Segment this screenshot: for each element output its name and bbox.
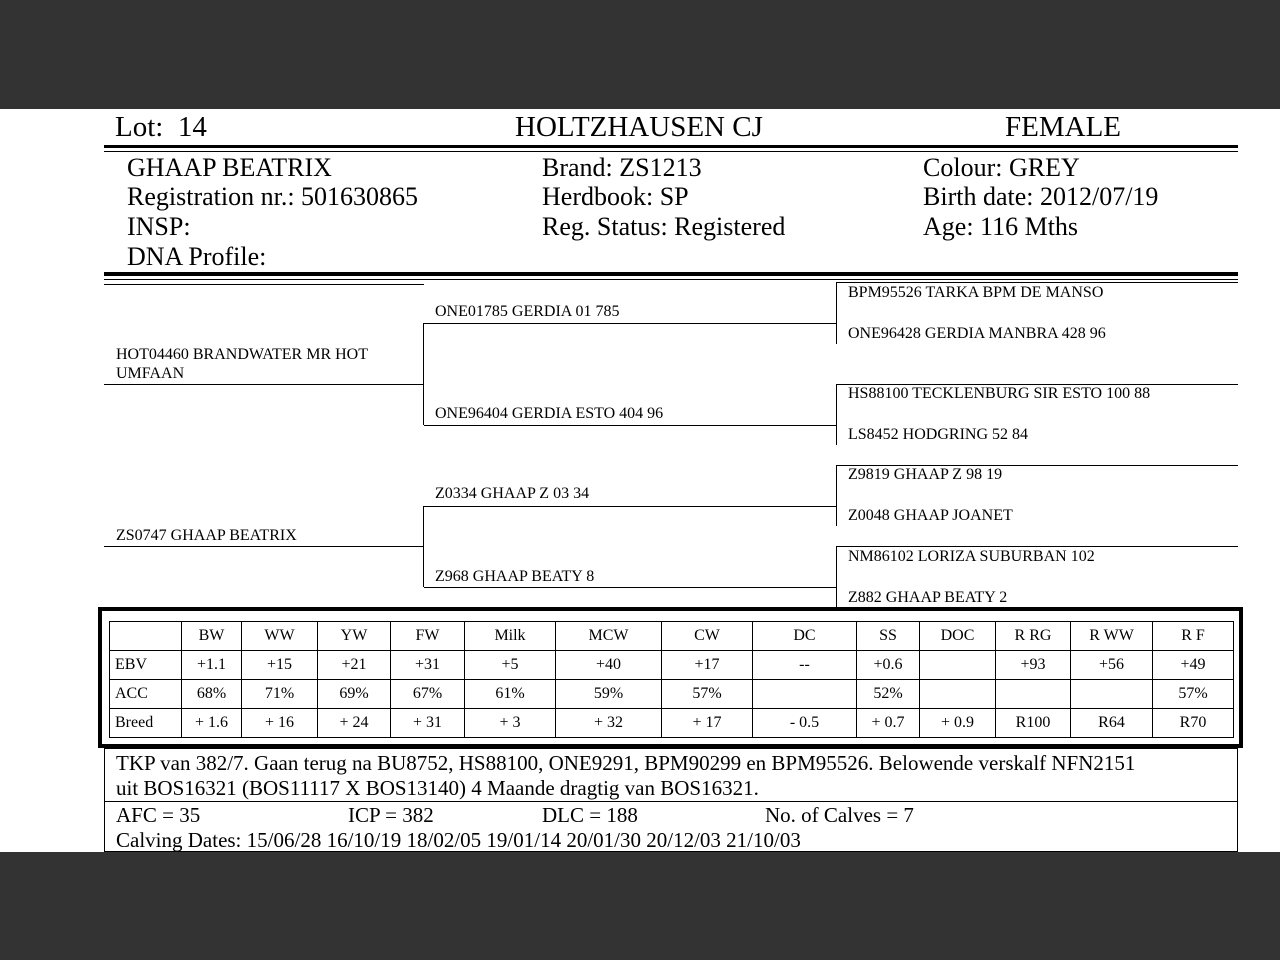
ebv-cell: +56 <box>1071 651 1153 680</box>
ebv-row-label: EBV <box>110 651 182 680</box>
info-rule-thin <box>104 279 1238 280</box>
ebv-cell: +49 <box>1153 651 1234 680</box>
lot-label <box>115 111 207 144</box>
pedigree-dam: ZS0747 GHAAP BEATRIX <box>116 527 297 544</box>
ebv-cell: R64 <box>1071 709 1153 738</box>
info-rule-thick <box>104 272 1238 276</box>
pedigree-line <box>424 506 836 507</box>
icp-value: ICP = 382 <box>348 803 434 827</box>
insp-field: INSP: <box>127 212 191 241</box>
pedigree-line <box>104 546 424 547</box>
ebv-row <box>110 680 1234 709</box>
ebv-cell: +15 <box>242 651 318 680</box>
ebv-cell: + 3 <box>465 709 556 738</box>
pedigree-sire-dam: ONE96404 GERDIA ESTO 404 96 <box>435 405 664 422</box>
colour-field: Colour: GREY <box>923 153 1080 182</box>
ebv-cell: R100 <box>996 709 1071 738</box>
afc-value: AFC = 35 <box>116 803 201 827</box>
pedigree-line <box>104 384 424 385</box>
pedigree-ggp-5: Z9819 GHAAP Z 98 19 <box>848 466 1003 483</box>
ebv-cell: + 0.7 <box>857 709 920 738</box>
pedigree-ggp-4: LS8452 HODGRING 52 84 <box>848 426 1028 443</box>
remarks-divider <box>104 801 1238 802</box>
pedigree-ggp-8: Z882 GHAAP BEATY 2 <box>848 589 1008 606</box>
ebv-header-cell: DOC <box>920 622 996 651</box>
calving-dates: Calving Dates: 15/06/28 16/10/19 18/02/05 19/01/14 20/01/30 20/12/03 21/10/03 <box>116 828 801 852</box>
ebv-cell <box>920 651 996 680</box>
brand-field: Brand: ZS1213 <box>542 153 702 182</box>
ebv-cell: 69% <box>318 680 391 709</box>
reg-status-field: Reg. Status: Registered <box>542 212 786 241</box>
ebv-cell: + 1.6 <box>182 709 242 738</box>
ebv-header-cell: CW <box>662 622 753 651</box>
remarks-line-2: uit BOS16321 (BOS11117 X BOS13140) 4 Maande dragtig van BOS16321. <box>116 776 759 800</box>
ebv-row <box>110 709 1234 738</box>
dna-profile: DNA Profile: <box>127 242 267 271</box>
ebv-header-cell: WW <box>242 622 318 651</box>
registration-number: Registration nr.: 501630865 <box>127 182 419 211</box>
ebv-cell: +17 <box>662 651 753 680</box>
ebv-cell: 59% <box>556 680 662 709</box>
pedigree-ggp-2: ONE96428 GERDIA MANBRA 428 96 <box>848 325 1106 342</box>
ebv-cell: + 32 <box>556 709 662 738</box>
pedigree-line <box>104 284 424 285</box>
ebv-header-cell: DC <box>753 622 857 651</box>
pedigree-line <box>836 282 837 344</box>
ebv-cell: +93 <box>996 651 1071 680</box>
ebv-cell <box>996 680 1071 709</box>
ebv-cell <box>753 680 857 709</box>
pedigree-ggp-6: Z0048 GHAAP JOANET <box>848 507 1013 524</box>
animal-name: GHAAP BEATRIX <box>127 153 332 182</box>
ebv-cell: + 31 <box>391 709 465 738</box>
ebv-cell: + 24 <box>318 709 391 738</box>
pedigree-ggp-1: BPM95526 TARKA BPM DE MANSO <box>848 284 1104 301</box>
ebv-header-row <box>110 622 1234 651</box>
ebv-row <box>110 651 1234 680</box>
sex-label: FEMALE <box>1005 111 1121 143</box>
pedigree-line <box>424 425 836 426</box>
ebv-cell: 57% <box>662 680 753 709</box>
pedigree-sire-sire: ONE01785 GERDIA 01 785 <box>435 303 620 320</box>
ebv-cell: - 0.5 <box>753 709 857 738</box>
ebv-cell: 71% <box>242 680 318 709</box>
pedigree-line <box>837 282 1238 283</box>
ebv-row-label: ACC <box>110 680 182 709</box>
pedigree-line <box>836 546 837 607</box>
ebv-cell: + 17 <box>662 709 753 738</box>
ebv-cell: 68% <box>182 680 242 709</box>
ebv-cell: +5 <box>465 651 556 680</box>
ebv-cell: R70 <box>1153 709 1234 738</box>
ebv-header-cell: FW <box>391 622 465 651</box>
ebv-header-cell <box>110 622 182 651</box>
ebv-row-label: Breed <box>110 709 182 738</box>
lot-number: 14 <box>177 111 207 143</box>
ebv-cell: +31 <box>391 651 465 680</box>
ebv-cell: 52% <box>857 680 920 709</box>
ebv-header-cell: Milk <box>465 622 556 651</box>
header-rule-thick <box>104 145 1238 148</box>
ebv-header-cell: YW <box>318 622 391 651</box>
ebv-cell: 67% <box>391 680 465 709</box>
ebv-cell <box>920 680 996 709</box>
pedigree-dam-dam: Z968 GHAAP BEATY 8 <box>435 568 595 585</box>
pedigree-line <box>836 384 837 445</box>
ebv-header-cell: MCW <box>556 622 662 651</box>
age-field: Age: 116 Mths <box>923 212 1079 241</box>
ebv-header-cell: R F <box>1153 622 1234 651</box>
ebv-cell <box>1071 680 1153 709</box>
herdbook-field: Herdbook: SP <box>542 182 689 211</box>
pedigree-line <box>837 384 1238 385</box>
ebv-cell: +0.6 <box>857 651 920 680</box>
ebv-cell: + 16 <box>242 709 318 738</box>
ebv-cell: 57% <box>1153 680 1234 709</box>
pedigree-line <box>424 587 836 588</box>
birth-date-field: Birth date: 2012/07/19 <box>923 182 1159 211</box>
pedigree-line <box>423 323 424 425</box>
ebv-table <box>109 621 1234 738</box>
pedigree-line <box>837 465 1238 466</box>
dlc-value: DLC = 188 <box>542 803 638 827</box>
owner-name: HOLTZHAUSEN CJ <box>515 111 763 143</box>
pedigree-ggp-7: NM86102 LORIZA SUBURBAN 102 <box>848 548 1095 565</box>
ebv-cell: -- <box>753 651 857 680</box>
ebv-cell: +40 <box>556 651 662 680</box>
catalogue-page <box>0 109 1280 852</box>
ebv-header-cell: BW <box>182 622 242 651</box>
pedigree-ggp-3: HS88100 TECKLENBURG SIR ESTO 100 88 <box>848 385 1151 402</box>
pedigree-dam-sire: Z0334 GHAAP Z 03 34 <box>435 485 590 502</box>
pedigree-sire: HOT04460 BRANDWATER MR HOT UMFAAN <box>116 346 368 382</box>
calves-count: No. of Calves = 7 <box>765 803 914 827</box>
ebv-cell: +21 <box>318 651 391 680</box>
pedigree-line <box>837 546 1238 547</box>
ebv-header-cell: R RG <box>996 622 1071 651</box>
ebv-header-cell: SS <box>857 622 920 651</box>
ebv-header-cell: R WW <box>1071 622 1153 651</box>
pedigree-line <box>424 323 836 324</box>
ebv-cell: +1.1 <box>182 651 242 680</box>
ebv-cell: 61% <box>465 680 556 709</box>
remarks-line-1: TKP van 382/7. Gaan terug na BU8752, HS88100, ONE9291, BPM90299 en BPM95526. Belowende verskalf NFN2151 <box>116 751 1136 775</box>
ebv-cell: + 0.9 <box>920 709 996 738</box>
lot-label-text: Lot: <box>115 111 164 143</box>
header-rule-thin <box>104 151 1238 152</box>
pedigree-line <box>423 506 424 587</box>
pedigree-line <box>836 465 837 526</box>
